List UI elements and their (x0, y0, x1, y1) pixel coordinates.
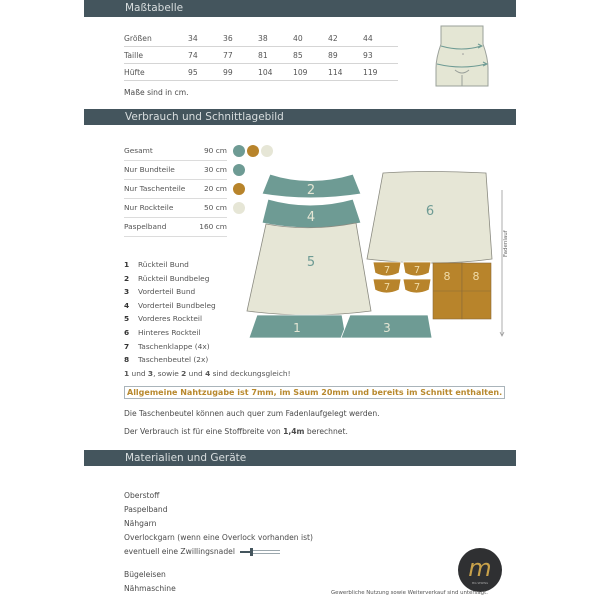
legend-item (124, 285, 291, 299)
section-header-measure (84, 0, 516, 17)
logo-subtext: MIA SEWING (471, 582, 489, 585)
table-header-cell: 38 (258, 30, 293, 47)
usage-label: Nur Rockteile (124, 203, 174, 212)
seam-allowance-note: Allgemeine Nahtzugabe ist 7mm, im Saum 20mm und bereits im Schnitt enthalten. (124, 386, 505, 399)
usage-label: Gesamt (124, 146, 153, 155)
size-table-header-row (124, 30, 398, 47)
section-header-usage (84, 109, 516, 125)
table-cell: 85 (293, 47, 328, 64)
usage-row (124, 142, 227, 161)
piece-label: 8 (472, 270, 480, 283)
table-cell: 95 (188, 64, 223, 81)
piece-2 (262, 174, 361, 198)
piece-6 (367, 172, 492, 264)
fabric-color-dot (233, 202, 245, 214)
text: , sowie (153, 368, 182, 378)
piece-number: 2 (124, 273, 130, 283)
bold-number: 3 (147, 368, 154, 378)
piece-label: 1 (293, 321, 301, 335)
table-header-cell: 34 (188, 30, 223, 47)
piece-number: 5 (124, 314, 130, 324)
table-cell: 119 (363, 64, 398, 81)
fabric-color-dot (261, 145, 273, 157)
piece-label: 7 (413, 282, 421, 293)
piece-number: 3 (124, 287, 130, 297)
table-cell: 104 (258, 64, 293, 81)
table-cell: 93 (363, 47, 398, 64)
legend-item (124, 299, 291, 313)
material-item: Overlockgarn (wenn eine Overlock vorhanden ist) (124, 533, 313, 542)
material-item (124, 547, 282, 556)
navel-mark (462, 53, 464, 55)
piece-name: Vorderes Rockteil (138, 314, 202, 324)
usage-value: 30 cm (203, 165, 227, 174)
piece-name: Taschenbeutel (2x) (138, 355, 209, 365)
piece-label: 4 (306, 210, 316, 225)
size-table (124, 30, 398, 81)
text: und (129, 368, 148, 378)
copyright-footer: Gewerbliche Nutzung sowie Weiterverkauf sind untersagt. (331, 590, 488, 596)
text: berechnet. (304, 427, 348, 436)
table-header-cell: 44 (363, 30, 398, 47)
usage-label: Nur Bundteile (124, 165, 175, 174)
piece-name: Rückteil Bundbeleg (138, 273, 210, 283)
fabric-width-value: 1,4m (283, 427, 305, 436)
brand-logo (458, 548, 502, 592)
piece-8-group (433, 263, 491, 319)
tool-item: Nähmaschine (124, 584, 176, 593)
piece-7-group (373, 262, 431, 293)
piece-name: Vorderteil Bundbeleg (138, 300, 216, 310)
fabric-color-dot (233, 164, 245, 176)
usage-value: 160 cm (199, 222, 227, 231)
piece-number: 7 (124, 341, 130, 351)
bold-number: 2 (181, 368, 187, 378)
table-row-label: Hüfte (124, 64, 188, 81)
piece-number: 8 (124, 355, 130, 365)
piece-name: Rückteil Bund (138, 260, 189, 269)
body-measure-illustration (434, 24, 490, 90)
table-row (124, 47, 398, 64)
material-label: eventuell eine Zwillingsnadel (124, 547, 235, 556)
text: und (186, 368, 206, 378)
piece-name: Vorderteil Bund (138, 287, 196, 297)
piece-label: 8 (443, 270, 451, 283)
pieces-legend (124, 258, 291, 380)
legend-item (124, 258, 291, 272)
piece-name: Hinteres Rockteil (138, 327, 201, 337)
table-row-label: Taille (124, 47, 188, 64)
table-cell: 109 (293, 64, 328, 81)
pocket-note: Die Taschenbeutel können auch quer zum Fadenlaufgelegt werden. (124, 409, 380, 418)
logo-mark (458, 548, 502, 592)
usage-value: 50 cm (203, 203, 227, 212)
fabric-color-dot (233, 183, 245, 195)
text: sind deckungsgleich! (210, 368, 291, 378)
piece-label: 7 (413, 265, 421, 276)
twin-needle-icon (240, 548, 282, 556)
table-row (124, 64, 398, 81)
units-note: Maße sind in cm. (124, 88, 189, 97)
table-header-cell: 42 (328, 30, 363, 47)
piece-number: 6 (124, 327, 130, 337)
table-cell: 77 (223, 47, 258, 64)
section-title: Materialien und Geräte (125, 452, 247, 464)
table-cell: 114 (328, 64, 363, 81)
tool-item: Bügeleisen (124, 570, 166, 579)
usage-row (124, 161, 227, 180)
section-title: Maßtabelle (125, 2, 184, 14)
piece-label: 2 (306, 183, 316, 198)
piece-label: 7 (383, 282, 391, 293)
logo-letter: m (468, 554, 492, 582)
piece-number: 1 (124, 260, 130, 269)
identical-note (124, 367, 291, 381)
legend-item (124, 312, 291, 326)
table-cell: 99 (223, 64, 258, 81)
piece-4 (262, 199, 361, 228)
material-item: Nähgarn (124, 519, 157, 528)
usage-value: 20 cm (203, 184, 227, 193)
legend-item (124, 272, 291, 286)
fabric-width-note (124, 427, 348, 436)
section-title: Verbrauch und Schnittlagebild (125, 111, 284, 123)
piece-number: 4 (124, 300, 130, 310)
piece-3 (341, 315, 432, 338)
usage-label: Paspelband (124, 222, 167, 231)
grain-label: Fadenlauf (503, 230, 509, 257)
bold-number: 4 (205, 368, 211, 378)
legend-item (124, 340, 291, 354)
piece-label: 3 (383, 321, 391, 335)
piece-label: 5 (306, 255, 316, 270)
piece-label: 6 (425, 204, 435, 219)
table-header-cell: 40 (293, 30, 328, 47)
legend-item (124, 353, 291, 367)
bold-number: 1 (124, 368, 130, 378)
section-header-materials (84, 450, 516, 466)
table-cell: 89 (328, 47, 363, 64)
fabric-color-dot (247, 145, 259, 157)
table-cell: 74 (188, 47, 223, 64)
table-header-cell: Größen (124, 30, 188, 47)
table-header-cell: 36 (223, 30, 258, 47)
material-item: Oberstoff (124, 491, 160, 500)
legend-item (124, 326, 291, 340)
usage-value: 90 cm (203, 146, 227, 155)
usage-row (124, 180, 227, 199)
usage-row (124, 218, 227, 237)
usage-row (124, 199, 227, 218)
fabric-color-dot (233, 145, 245, 157)
piece-name: Taschenklappe (4x) (138, 341, 210, 351)
grain-arrow (500, 190, 509, 336)
usage-label: Nur Taschenteile (124, 184, 186, 193)
table-cell: 81 (258, 47, 293, 64)
piece-label: 7 (383, 265, 391, 276)
material-item: Paspelband (124, 505, 168, 514)
usage-list (124, 142, 227, 237)
text: Der Verbrauch ist für eine Stoffbreite von (124, 427, 284, 436)
